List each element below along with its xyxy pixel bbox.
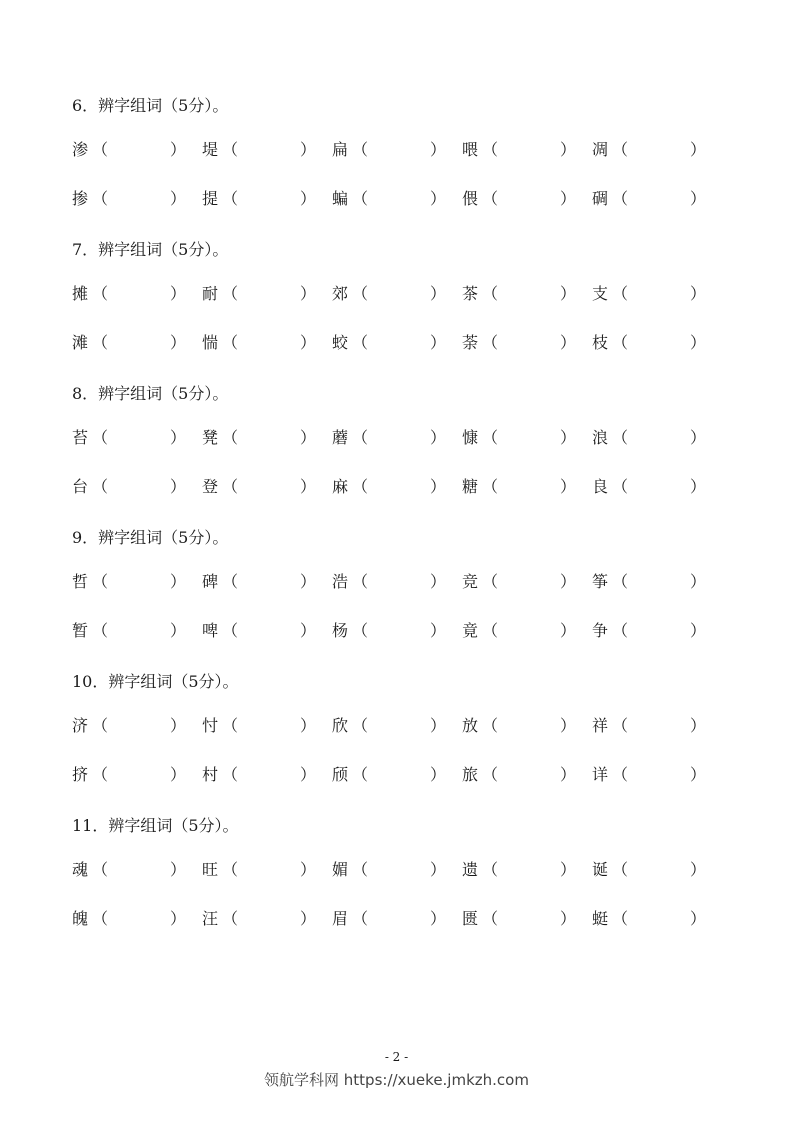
open-paren: （ — [92, 572, 109, 591]
open-paren: （ — [612, 765, 629, 784]
open-paren: （ — [222, 477, 239, 496]
character: 凳 — [202, 428, 219, 447]
character-item — [462, 857, 576, 880]
character: 惴 — [202, 333, 219, 352]
character-item — [462, 618, 576, 641]
character-item — [332, 618, 446, 641]
character: 啤 — [202, 621, 219, 640]
open-paren: （ — [612, 428, 629, 447]
close-paren: ） — [690, 428, 707, 447]
open-paren: （ — [92, 909, 109, 928]
character-item — [592, 762, 706, 785]
footer-watermark: 领航学科网 https://xueke.jmkzh.com — [264, 1071, 529, 1089]
character-item — [332, 569, 446, 592]
close-paren: ） — [170, 140, 187, 159]
open-paren: （ — [222, 860, 239, 879]
character-item — [332, 425, 446, 448]
character-item — [592, 713, 706, 736]
exercise-section — [72, 520, 712, 654]
character: 忖 — [202, 716, 219, 735]
character-item — [332, 186, 446, 209]
character: 魂 — [72, 860, 89, 879]
character: 蜓 — [592, 909, 609, 928]
open-paren: （ — [92, 477, 109, 496]
character-item — [332, 857, 446, 880]
open-paren: （ — [482, 765, 499, 784]
close-paren: ） — [300, 428, 317, 447]
close-paren: ） — [690, 333, 707, 352]
open-paren: （ — [222, 140, 239, 159]
close-paren: ） — [430, 860, 447, 879]
character: 堤 — [202, 140, 219, 159]
character-item — [332, 762, 446, 785]
close-paren: ） — [430, 428, 447, 447]
character-item — [462, 906, 576, 929]
character-item — [72, 186, 186, 209]
character-item — [202, 330, 316, 353]
close-paren: ） — [690, 765, 707, 784]
character-item — [462, 137, 576, 160]
character-item — [592, 330, 706, 353]
open-paren: （ — [92, 428, 109, 447]
character: 浪 — [592, 428, 609, 447]
character-row — [72, 700, 712, 749]
close-paren: ） — [170, 477, 187, 496]
open-paren: （ — [352, 572, 369, 591]
close-paren: ） — [300, 860, 317, 879]
character: 凋 — [592, 140, 609, 159]
character: 欣 — [332, 716, 349, 735]
open-paren: （ — [482, 189, 499, 208]
close-paren: ） — [170, 428, 187, 447]
open-paren: （ — [482, 860, 499, 879]
close-paren: ） — [560, 189, 577, 208]
character-item — [592, 857, 706, 880]
close-paren: ） — [560, 765, 577, 784]
character: 提 — [202, 189, 219, 208]
character: 喂 — [462, 140, 479, 159]
character: 匮 — [462, 909, 479, 928]
open-paren: （ — [352, 621, 369, 640]
character: 祥 — [592, 716, 609, 735]
character: 挤 — [72, 765, 89, 784]
character: 媚 — [332, 860, 349, 879]
character-item — [592, 137, 706, 160]
close-paren: ） — [560, 572, 577, 591]
open-paren: （ — [482, 333, 499, 352]
character-item — [462, 569, 576, 592]
character: 详 — [592, 765, 609, 784]
character: 竟 — [462, 621, 479, 640]
character: 渗 — [72, 140, 89, 159]
open-paren: （ — [352, 909, 369, 928]
open-paren: （ — [222, 284, 239, 303]
open-paren: （ — [222, 572, 239, 591]
character: 筝 — [592, 572, 609, 591]
character: 郊 — [332, 284, 349, 303]
close-paren: ） — [300, 477, 317, 496]
close-paren: ） — [170, 189, 187, 208]
open-paren: （ — [222, 716, 239, 735]
close-paren: ） — [560, 333, 577, 352]
character-item — [202, 474, 316, 497]
exercise-section — [72, 664, 712, 798]
character: 登 — [202, 477, 219, 496]
open-paren: （ — [612, 477, 629, 496]
character-item — [592, 618, 706, 641]
character-item — [592, 906, 706, 929]
close-paren: ） — [430, 477, 447, 496]
open-paren: （ — [222, 621, 239, 640]
close-paren: ） — [430, 909, 447, 928]
character-item — [592, 474, 706, 497]
close-paren: ） — [560, 621, 577, 640]
section-title: 9．辨字组词（5分）。 — [72, 528, 229, 547]
character-item — [592, 569, 706, 592]
close-paren: ） — [300, 765, 317, 784]
open-paren: （ — [92, 765, 109, 784]
open-paren: （ — [482, 572, 499, 591]
character: 暂 — [72, 621, 89, 640]
close-paren: ） — [690, 477, 707, 496]
character: 杨 — [332, 621, 349, 640]
close-paren: ） — [560, 428, 577, 447]
open-paren: （ — [482, 621, 499, 640]
character-row — [72, 844, 712, 893]
open-paren: （ — [612, 860, 629, 879]
close-paren: ） — [300, 140, 317, 159]
character-row — [72, 749, 712, 798]
close-paren: ） — [170, 765, 187, 784]
open-paren: （ — [222, 765, 239, 784]
close-paren: ） — [690, 140, 707, 159]
character: 扁 — [332, 140, 349, 159]
open-paren: （ — [482, 477, 499, 496]
character: 良 — [592, 477, 609, 496]
close-paren: ） — [430, 284, 447, 303]
open-paren: （ — [612, 621, 629, 640]
character: 碉 — [592, 189, 609, 208]
character-item — [202, 618, 316, 641]
character: 旺 — [202, 860, 219, 879]
close-paren: ） — [300, 189, 317, 208]
open-paren: （ — [352, 716, 369, 735]
open-paren: （ — [482, 428, 499, 447]
character-item — [72, 906, 186, 929]
close-paren: ） — [170, 716, 187, 735]
character-item — [202, 762, 316, 785]
open-paren: （ — [92, 716, 109, 735]
character: 汪 — [202, 909, 219, 928]
open-paren: （ — [352, 333, 369, 352]
open-paren: （ — [612, 189, 629, 208]
exercise-section — [72, 232, 712, 366]
character: 摊 — [72, 284, 89, 303]
character: 诞 — [592, 860, 609, 879]
character-item — [332, 330, 446, 353]
close-paren: ） — [170, 860, 187, 879]
exercise-section — [72, 376, 712, 510]
character-item — [332, 474, 446, 497]
close-paren: ） — [690, 860, 707, 879]
character: 台 — [72, 477, 89, 496]
character: 耐 — [202, 284, 219, 303]
character-row — [72, 124, 712, 173]
character-row — [72, 268, 712, 317]
character-row — [72, 173, 712, 222]
character-item — [72, 762, 186, 785]
close-paren: ） — [300, 909, 317, 928]
character-row — [72, 605, 712, 654]
close-paren: ） — [690, 189, 707, 208]
open-paren: （ — [352, 284, 369, 303]
character-item — [592, 186, 706, 209]
character: 魄 — [72, 909, 89, 928]
character-item — [72, 330, 186, 353]
character-item — [72, 857, 186, 880]
open-paren: （ — [92, 860, 109, 879]
close-paren: ） — [690, 572, 707, 591]
character: 支 — [592, 284, 609, 303]
character-item — [462, 474, 576, 497]
open-paren: （ — [352, 140, 369, 159]
character-item — [202, 425, 316, 448]
character-item — [332, 713, 446, 736]
close-paren: ） — [560, 477, 577, 496]
character-item — [72, 281, 186, 304]
close-paren: ） — [690, 716, 707, 735]
open-paren: （ — [222, 189, 239, 208]
character-item — [462, 762, 576, 785]
character: 碑 — [202, 572, 219, 591]
character: 济 — [72, 716, 89, 735]
open-paren: （ — [222, 909, 239, 928]
close-paren: ） — [430, 189, 447, 208]
character-item — [592, 281, 706, 304]
character: 放 — [462, 716, 479, 735]
character-item — [332, 906, 446, 929]
open-paren: （ — [352, 189, 369, 208]
character-item — [72, 474, 186, 497]
close-paren: ） — [300, 621, 317, 640]
character: 村 — [202, 765, 219, 784]
character: 遗 — [462, 860, 479, 879]
close-paren: ） — [560, 716, 577, 735]
character-item — [72, 425, 186, 448]
close-paren: ） — [170, 909, 187, 928]
exercise-section — [72, 808, 712, 942]
character: 蘑 — [332, 428, 349, 447]
open-paren: （ — [482, 284, 499, 303]
open-paren: （ — [92, 333, 109, 352]
character-item — [202, 906, 316, 929]
character: 争 — [592, 621, 609, 640]
exercise-list — [72, 88, 712, 952]
character: 荼 — [462, 333, 479, 352]
open-paren: （ — [352, 860, 369, 879]
character-item — [202, 857, 316, 880]
close-paren: ） — [300, 716, 317, 735]
open-paren: （ — [352, 428, 369, 447]
open-paren: （ — [482, 716, 499, 735]
close-paren: ） — [430, 716, 447, 735]
character: 浩 — [332, 572, 349, 591]
character-item — [592, 425, 706, 448]
open-paren: （ — [92, 621, 109, 640]
character-item — [462, 186, 576, 209]
open-paren: （ — [222, 333, 239, 352]
open-paren: （ — [92, 189, 109, 208]
character: 滩 — [72, 333, 89, 352]
character-item — [462, 425, 576, 448]
close-paren: ） — [430, 333, 447, 352]
open-paren: （ — [482, 909, 499, 928]
character-row — [72, 412, 712, 461]
character: 竞 — [462, 572, 479, 591]
close-paren: ） — [170, 572, 187, 591]
character: 枝 — [592, 333, 609, 352]
character-item — [202, 186, 316, 209]
section-title: 10．辨字组词（5分）。 — [72, 672, 239, 691]
character-item — [462, 330, 576, 353]
open-paren: （ — [92, 140, 109, 159]
section-title: 8．辨字组词（5分）。 — [72, 384, 229, 403]
character-item — [202, 569, 316, 592]
close-paren: ） — [690, 284, 707, 303]
character-item — [332, 281, 446, 304]
character: 偎 — [462, 189, 479, 208]
open-paren: （ — [352, 477, 369, 496]
page-number: - 2 - — [384, 1050, 409, 1064]
open-paren: （ — [612, 284, 629, 303]
close-paren: ） — [430, 572, 447, 591]
character-row — [72, 317, 712, 366]
exercise-section — [72, 88, 712, 222]
section-title: 7．辨字组词（5分）。 — [72, 240, 229, 259]
character-item — [72, 569, 186, 592]
character-row — [72, 556, 712, 605]
section-title: 11．辨字组词（5分）。 — [72, 816, 239, 835]
close-paren: ） — [430, 765, 447, 784]
character: 慷 — [462, 428, 479, 447]
character-item — [462, 281, 576, 304]
open-paren: （ — [612, 572, 629, 591]
close-paren: ） — [300, 333, 317, 352]
character: 蛟 — [332, 333, 349, 352]
character-row — [72, 893, 712, 942]
open-paren: （ — [92, 284, 109, 303]
close-paren: ） — [560, 860, 577, 879]
character: 茶 — [462, 284, 479, 303]
character: 苔 — [72, 428, 89, 447]
character-item — [332, 137, 446, 160]
character: 眉 — [332, 909, 349, 928]
close-paren: ） — [170, 333, 187, 352]
close-paren: ） — [430, 140, 447, 159]
close-paren: ） — [170, 284, 187, 303]
close-paren: ） — [430, 621, 447, 640]
character-row — [72, 461, 712, 510]
open-paren: （ — [612, 716, 629, 735]
character: 旅 — [462, 765, 479, 784]
open-paren: （ — [612, 909, 629, 928]
character-item — [72, 713, 186, 736]
close-paren: ） — [560, 284, 577, 303]
character-item — [462, 713, 576, 736]
close-paren: ） — [690, 909, 707, 928]
close-paren: ） — [300, 284, 317, 303]
close-paren: ） — [170, 621, 187, 640]
character-item — [72, 618, 186, 641]
character-item — [72, 137, 186, 160]
open-paren: （ — [612, 333, 629, 352]
open-paren: （ — [222, 428, 239, 447]
section-title: 6．辨字组词（5分）。 — [72, 96, 229, 115]
close-paren: ） — [560, 140, 577, 159]
open-paren: （ — [482, 140, 499, 159]
character: 掺 — [72, 189, 89, 208]
character: 糖 — [462, 477, 479, 496]
character: 蝙 — [332, 189, 349, 208]
character: 麻 — [332, 477, 349, 496]
open-paren: （ — [612, 140, 629, 159]
character: 哲 — [72, 572, 89, 591]
open-paren: （ — [352, 765, 369, 784]
character-item — [202, 713, 316, 736]
character-item — [202, 281, 316, 304]
close-paren: ） — [560, 909, 577, 928]
character-item — [202, 137, 316, 160]
close-paren: ） — [690, 621, 707, 640]
close-paren: ） — [300, 572, 317, 591]
character: 颀 — [332, 765, 349, 784]
